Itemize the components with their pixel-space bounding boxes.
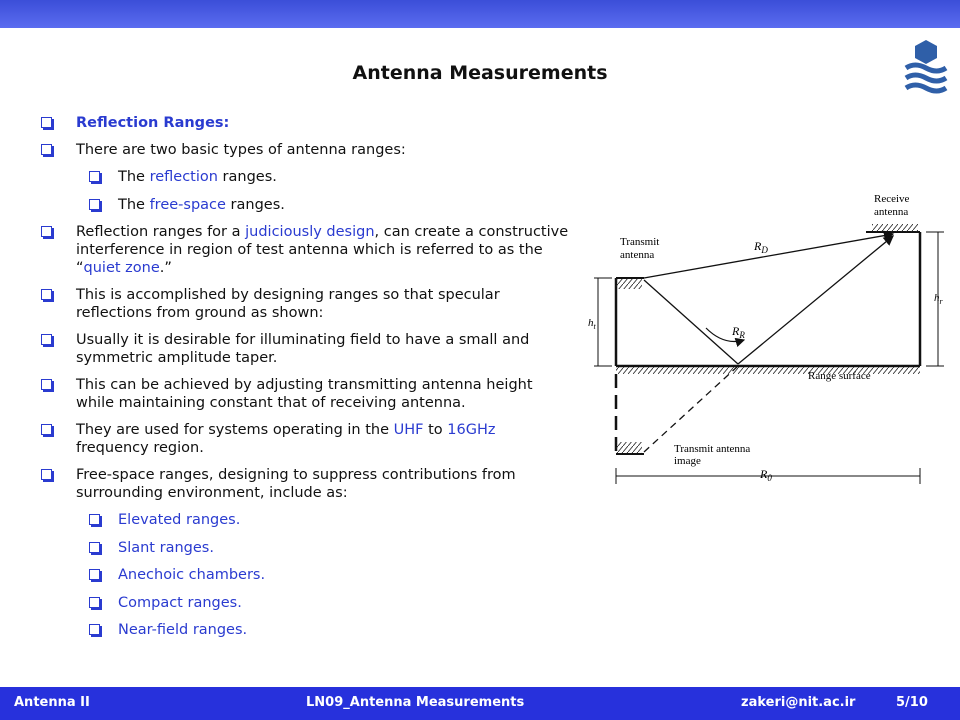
- r0-label: $R_0$: [760, 467, 772, 483]
- image-label-1: Transmit antenna: [674, 443, 751, 455]
- bullet-marker-icon: [89, 569, 100, 580]
- footer-page-number: 5/10: [896, 695, 928, 710]
- bullet-item: [40, 286, 570, 322]
- footer-bar: [0, 687, 960, 720]
- bullet-text-segment: This is accomplished by designing ranges so that specular reflections from ground as shown:: [76, 287, 500, 321]
- bullet-text-segment: quiet zone: [83, 260, 160, 276]
- transmit-label-2: antenna: [620, 249, 655, 261]
- image-ray: [644, 366, 738, 452]
- bullet-text-segment: Reflection ranges for a: [76, 224, 246, 240]
- bullet-marker-icon: [41, 334, 52, 345]
- bullet-marker-icon: [89, 171, 100, 182]
- bullet-text-segment: frequency region.: [76, 440, 204, 456]
- sub-bullet: [40, 539, 570, 557]
- footer-lecture: LN09_Antenna Measurements: [306, 695, 525, 710]
- range-surface-label: Range surface: [808, 370, 871, 382]
- bullet-item: [40, 376, 570, 412]
- ht-label: $h_t$: [588, 317, 596, 331]
- bullet-text-segment: ranges.: [217, 169, 277, 185]
- transmit-label-1: Transmit: [620, 236, 660, 248]
- bullet-item: [40, 331, 570, 367]
- bullet-text-segment: .”: [159, 260, 172, 276]
- slide-title: Antenna Measurements: [352, 62, 608, 84]
- bullet-item: [40, 114, 570, 132]
- bullet-text-segment: Near-field ranges.: [118, 622, 248, 638]
- bullet-text-segment: They are used for systems operating in the: [76, 422, 394, 438]
- bullet-item: [40, 141, 570, 159]
- reflected-ray: [738, 236, 893, 364]
- bullet-marker-icon: [41, 117, 52, 128]
- bullet-text-segment: Anechoic chambers.: [118, 567, 266, 583]
- rd-label: $R_D$: [754, 239, 768, 255]
- bullet-text-segment: This can be achieved by adjusting transmitting antenna height while maintaining constant that of receiving antenna.: [76, 377, 533, 411]
- sub-bullet: [40, 168, 570, 186]
- sub-bullet: [40, 566, 570, 584]
- bullet-text-segment: UHF: [393, 422, 424, 438]
- bullet-marker-icon: [41, 379, 52, 390]
- footer-course: Antenna II: [14, 695, 90, 710]
- bullet-text-segment: free-space: [149, 196, 226, 213]
- receive-label-1: Receive: [874, 193, 910, 205]
- footer-email[interactable]: zakeri@nit.ac.ir: [741, 695, 856, 710]
- incident-ray: [644, 280, 738, 364]
- sub-bullet: [40, 621, 570, 639]
- university-logo-icon: [903, 38, 949, 94]
- image-label-2: image: [674, 455, 701, 467]
- bullet-text-segment: The: [118, 196, 150, 213]
- bullet-text-segment: Reflection Ranges:: [76, 115, 230, 131]
- bullet-item: [40, 223, 570, 277]
- bullet-text-segment: Compact ranges.: [118, 594, 242, 611]
- bullet-item: [40, 421, 570, 457]
- bullet-text-segment: There are two basic types of antenna ranges:: [76, 142, 406, 158]
- bullet-text-segment: , can create a constructive interference in region of test antenna which is referred to as the “: [76, 224, 569, 276]
- bullet-text-segment: reflection: [149, 169, 218, 185]
- bullet-marker-icon: [41, 226, 52, 237]
- receive-label-2: antenna: [874, 206, 909, 218]
- bullet-text-segment: Free-space ranges, designing to suppress contributions from surrounding environment, include as:: [76, 467, 516, 501]
- bullet-marker-icon: [89, 624, 100, 635]
- reflection-range-diagram: [588, 188, 948, 494]
- sub-bullet: [40, 196, 570, 214]
- bullet-text-segment: 16GHz: [447, 422, 496, 438]
- sub-bullet: [40, 511, 570, 529]
- hr-label: $h_r$: [934, 292, 943, 306]
- sub-bullet: [40, 594, 570, 612]
- bullet-marker-icon: [89, 597, 100, 608]
- bullet-marker-icon: [89, 514, 100, 525]
- rr-label: $R_R$: [732, 324, 745, 340]
- bullet-text-segment: ranges.: [225, 196, 285, 213]
- bullet-list: [40, 114, 570, 649]
- bullet-text-segment: Elevated ranges.: [118, 512, 241, 528]
- bullet-text-segment: The: [118, 169, 150, 185]
- top-bar: [0, 0, 960, 28]
- bullet-marker-icon: [41, 289, 52, 300]
- bullet-marker-icon: [41, 424, 52, 435]
- bullet-marker-icon: [41, 469, 52, 480]
- bullet-marker-icon: [41, 144, 52, 155]
- bullet-marker-icon: [89, 542, 100, 553]
- bullet-marker-icon: [89, 199, 100, 210]
- bullet-text-segment: to: [423, 422, 448, 438]
- bullet-text-segment: Slant ranges.: [118, 539, 214, 556]
- bullet-text-segment: Usually it is desirable for illuminating field to have a small and symmetric amplitude taper.: [76, 332, 530, 366]
- bullet-item: [40, 466, 570, 502]
- bullet-text-segment: judiciously design: [245, 224, 375, 240]
- direct-ray: [644, 234, 893, 278]
